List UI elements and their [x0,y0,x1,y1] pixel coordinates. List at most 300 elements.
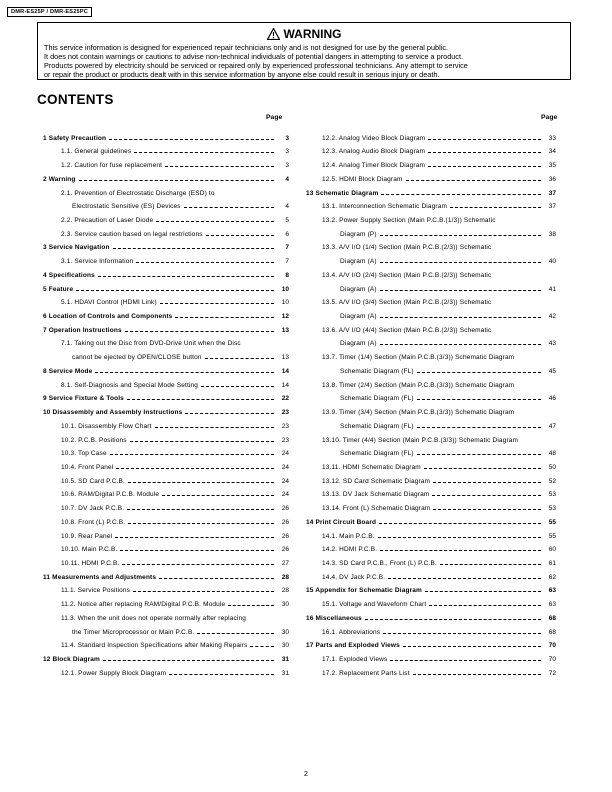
toc-entry[interactable] [322,142,556,156]
toc-entry-title: 11.4. Standard Inspection Specifications after Making Repairs [61,642,248,650]
toc-entry-title: 10.3. Top Case [61,450,107,458]
toc-entry-title: Diagram (A) [340,285,377,293]
toc-entry[interactable] [61,636,289,650]
toc-entry[interactable] [322,197,556,211]
toc-dot-leader [103,660,274,661]
toc-entry[interactable] [322,265,556,279]
toc-dot-leader [413,674,541,675]
page-number: 2 [304,771,308,778]
toc-entry[interactable] [340,251,556,265]
toc-entry[interactable] [61,142,289,156]
toc-entry[interactable] [322,526,556,540]
toc-dot-leader [228,605,274,606]
toc-dot-leader [379,523,541,524]
toc-entry-title: 14.1. Main P.C.B. [322,532,375,540]
toc-entry[interactable] [322,471,556,485]
toc-dot-leader [205,358,274,359]
warning-line: This service information is designed for experienced repair technicians only and is not designed for use by the general public. [44,43,448,52]
toc-dot-leader [127,399,274,400]
toc-entry-title: Diagram (A) [340,340,377,348]
toc-entry[interactable] [61,210,289,224]
toc-entry[interactable] [43,169,289,183]
toc-dot-leader [113,248,274,249]
toc-entry[interactable] [322,622,556,636]
toc-entry-title: 14.3. SD Card P.C.B., Front (L) P.C.B. [322,560,437,567]
toc-entry-page: 34 [548,148,556,156]
toc-dot-leader [406,180,541,181]
toc-entry-page: 37 [548,203,556,211]
toc-entry-title: Diagram (A) [340,258,377,266]
toc-entry[interactable] [340,361,556,375]
toc-entry-title: 13.2. Power Supply Section (Main P.C.B.(1/3)) Schematic [322,217,496,224]
contents-title: CONTENTS [37,92,114,107]
toc-entry[interactable] [43,649,289,663]
toc-entry-title: 5 Feature [43,285,74,293]
toc-dot-leader [128,523,274,524]
toc-entry[interactable] [61,512,289,526]
toc-entry-page: 37 [548,189,556,197]
toc-entry[interactable] [322,540,556,554]
toc-entry[interactable] [43,361,289,375]
toc-entry-title: 11.3. When the unit does not operate normally after replacing [61,614,246,622]
toc-entry-page: 40 [548,258,556,266]
toc-entry-page: 4 [285,203,289,211]
toc-dot-leader [440,564,541,565]
toc-entry[interactable] [322,649,556,663]
toc-entry[interactable] [61,251,289,265]
toc-entry-title: 10.6. RAM/Digital P.C.B. Module [61,491,160,499]
toc-entry-page: 46 [548,395,556,403]
toc-entry-page: 3 [285,148,289,156]
toc-entry-title: 13.8. Timer (2/4) Section (Main P.C.B.(3/3)) Schematic Diagram [322,381,515,389]
toc-entry[interactable] [43,128,289,142]
toc-entry[interactable] [306,581,556,595]
toc-dot-leader [156,221,274,222]
toc-entry[interactable] [61,293,289,307]
toc-entry[interactable] [61,553,289,567]
toc-entry-title: 10.2. P.C.B. Positions [61,436,127,444]
toc-dot-leader [390,660,541,661]
toc-dot-leader [95,372,274,373]
page-column-header-right: Page [541,114,558,121]
warning-triangle-icon [267,28,280,40]
toc-entry-title: 10.11. HDMI P.C.B. [61,560,120,567]
toc-dot-leader [380,290,541,291]
toc-entry[interactable] [61,375,289,389]
toc-entry-title: 2.3. Service caution based on legal restrictions [61,230,203,238]
toc-dot-leader [250,646,274,647]
toc-entry[interactable] [322,485,556,499]
toc-dot-leader [133,591,274,592]
toc-entry-page: 22 [281,395,289,403]
toc-entry[interactable] [43,389,289,403]
toc-dot-leader [165,166,274,167]
toc-entry-title: 13.3. A/V I/O (1/4) Section (Main P.C.B.(2/3)) Schematic [322,244,492,252]
toc-entry[interactable] [61,457,289,471]
toc-dot-leader [388,578,541,579]
toc-dot-leader [125,331,274,332]
toc-entry-page: 42 [548,313,556,321]
toc-dot-leader [159,578,274,579]
toc-entry[interactable] [43,567,289,581]
toc-dot-leader [433,482,541,483]
toc-entry[interactable] [322,457,556,471]
toc-entry-title: 16.1. Abbreviations [322,628,381,636]
toc-entry-page: 53 [548,505,556,513]
toc-entry-title: 13.10. Timer (4/4) Section (Main P.C.B.(3/3)) Schematic Diagram [322,436,519,444]
toc-entry-page: 70 [548,656,556,664]
toc-entry-title: 1.2. Caution for fuse replacement [61,162,163,170]
toc-entry-title: 16 Miscellaneous [306,614,362,622]
toc-dot-leader [185,413,274,414]
toc-entry[interactable] [322,320,556,334]
toc-dot-leader [417,427,541,428]
toc-dot-leader [365,619,541,620]
toc-entry-page: 12 [281,313,289,321]
toc-entry-page: 13 [281,354,289,362]
toc-dot-leader [417,454,541,455]
toc-dot-leader [184,207,274,208]
toc-dot-leader [381,194,541,195]
toc-entry[interactable] [306,636,556,650]
toc-entry-page: 45 [548,367,556,375]
toc-dot-leader [127,509,274,510]
toc-entry-page: 26 [281,518,289,526]
toc-entry-page: 30 [281,642,289,650]
toc-entry-page: 38 [548,230,556,238]
toc-dot-leader [428,139,541,140]
toc-entry-page: 30 [281,601,289,609]
warning-heading [38,27,570,41]
toc-entry[interactable] [340,416,556,430]
toc-entry[interactable] [322,430,556,444]
toc-entry-title: 14.2. HDMI P.C.B. [322,546,378,554]
toc-entry-title: 10.8. Front (L) P.C.B. [61,518,126,526]
toc-entry-title: Schematic Diagram (FL) [340,395,414,403]
toc-dot-leader [175,317,274,318]
toc-entry-title: 10.5. SD Card P.C.B. [61,477,125,485]
toc-entry-title: 13 Schematic Diagram [306,189,379,197]
toc-entry-page: 10 [281,299,289,307]
toc-dot-leader [206,235,274,236]
toc-entry[interactable] [61,540,289,554]
toc-entry[interactable] [322,375,556,389]
toc-entry[interactable] [43,320,289,334]
toc-entry-title: 4 Specifications [43,271,95,279]
toc-entry-title: 11.1. Service Positions [61,587,131,595]
toc-entry-title: 7.1. Taking out the Disc from DVD-Drive Unit when the Disc [61,340,241,348]
toc-dot-leader [403,646,541,647]
toc-entry-title: 9 Service Fixture & Tools [43,395,124,403]
toc-dot-leader [98,276,274,277]
toc-entry[interactable] [61,663,289,677]
toc-entry-page: 10 [281,285,289,293]
toc-dot-leader [380,235,541,236]
toc-entry-title: 17.1. Exploded Views [322,656,388,664]
toc-entry-page: 30 [281,628,289,636]
toc-entry[interactable] [43,265,289,279]
toc-entry-title: 6 Location of Controls and Components [43,313,173,321]
toc-entry-page: 50 [548,463,556,471]
toc-entry-title: 11.2. Notice after replacing RAM/Digital P.C.B. Module [61,601,226,609]
toc-entry-page: 43 [548,340,556,348]
toc-entry-page: 7 [285,244,289,252]
toc-entry[interactable] [340,444,556,458]
toc-entry-title: Diagram (P) [340,230,377,238]
toc-dot-leader [134,152,274,153]
toc-dot-leader [424,468,541,469]
toc-entry[interactable] [306,512,556,526]
toc-entry-title: 1.1. General guidelines [61,148,132,156]
toc-entry-title: 10 Disassembly and Assembly Instructions [43,409,183,417]
toc-entry-page: 68 [548,628,556,636]
toc-dot-leader [380,344,541,345]
toc-entry-title: Schematic Diagram (FL) [340,367,414,375]
toc-entry[interactable] [322,594,556,608]
toc-dot-leader [76,290,274,291]
toc-entry-page: 24 [281,450,289,458]
toc-entry[interactable] [306,183,556,197]
toc-entry-page: 27 [281,560,289,567]
toc-entry-title: 13.14. Front (L) Schematic Diagram [322,505,431,513]
toc-entry[interactable] [340,389,556,403]
toc-entry-page: 26 [281,532,289,540]
toc-entry[interactable] [61,334,289,348]
toc-entry-page: 3 [285,162,289,170]
toc-entry[interactable] [322,567,556,581]
toc-entry[interactable] [322,128,556,142]
toc-dot-leader [450,207,541,208]
toc-entry[interactable] [43,238,289,252]
toc-entry-title: 13.11. HDMI Schematic Diagram [322,463,421,471]
toc-entry-page: 53 [548,491,556,499]
toc-entry-title: the Timer Microprocessor or Main P.C.B. [72,628,195,636]
toc-entry-title: 12.2. Analog Video Block Diagram [322,134,426,142]
warning-line: or repair the product or products dealt with in this service information by anyone else could result in serious injury or death. [44,70,440,79]
toc-entry-title: Diagram (A) [340,313,377,321]
toc-entry-title: 10.1. Disassembly Flow Chart [61,422,152,430]
toc-entry-title: 5.1. HDAVI Control (HDMI Link) [61,299,157,307]
toc-entry-page: 31 [281,669,289,677]
toc-entry-page: 55 [548,518,556,526]
toc-entry-page: 60 [548,546,556,554]
toc-dot-leader [380,317,541,318]
toc-entry[interactable] [340,279,556,293]
toc-entry[interactable] [43,279,289,293]
toc-entry-page: 5 [285,217,289,224]
toc-dot-leader [120,550,274,551]
toc-entry-page: 14 [281,367,289,375]
toc-entry-title: 12.4. Analog Timer Block Diagram [322,162,426,170]
toc-entry[interactable] [322,663,556,677]
toc-dot-leader [128,482,274,483]
toc-entry-page: 68 [548,614,556,622]
toc-entry-page: 4 [285,175,289,183]
toc-entry-title: 12.5. HDMI Block Diagram [322,175,403,183]
toc-dot-leader [433,509,541,510]
toc-entry[interactable] [61,608,289,622]
toc-entry-title: 12.1. Power Supply Block Diagram [61,669,167,677]
toc-entry[interactable] [72,622,289,636]
toc-dot-leader [380,262,541,263]
toc-dot-leader [428,152,541,153]
toc-dot-leader [428,166,541,167]
toc-entry[interactable] [61,498,289,512]
toc-dot-leader [425,591,541,592]
toc-dot-leader [110,454,274,455]
toc-entry-title: 13.5. A/V I/O (3/4) Section (Main P.C.B.(2/3)) Schematic [322,299,492,307]
toc-entry-page: 62 [548,573,556,581]
toc-entry-page: 14 [281,381,289,389]
toc-dot-leader [136,262,274,263]
toc-entry-title: Schematic Diagram (FL) [340,422,414,430]
toc-dot-leader [432,495,541,496]
toc-entry-title: 2.1. Prevention of Electrostatic Discharge (ESD) to [61,189,215,197]
toc-entry-title: 12 Block Diagram [43,656,100,664]
toc-entry-title: 10.7. DV Jack P.C.B. [61,505,125,513]
toc-dot-leader [160,303,274,304]
toc-entry[interactable] [322,238,556,252]
toc-dot-leader [130,441,274,442]
toc-entry-title: 14 Print Circuit Board [306,518,377,526]
toc-entry-page: 48 [548,450,556,458]
toc-entry[interactable] [72,197,289,211]
toc-entry-page: 3 [285,134,289,142]
toc-entry-title: 13.4. A/V I/O (2/4) Section (Main P.C.B.(2/3)) Schematic [322,271,492,279]
toc-entry-page: 61 [548,560,556,567]
toc-entry[interactable] [322,210,556,224]
toc-entry-page: 23 [281,409,289,417]
toc-entry[interactable] [322,553,556,567]
toc-entry-page: 26 [281,505,289,513]
toc-entry[interactable] [322,155,556,169]
toc-entry-page: 35 [548,162,556,170]
toc-dot-leader [429,605,541,606]
toc-entry-title: 8 Service Mode [43,367,93,375]
warning-line: Products powered by electricity should be serviced or repaired only by experienced professional technicians. Any attempt to service [44,61,468,70]
toc-entry-title: 10.10. Main P.C.B. [61,546,118,554]
toc-entry-page: 36 [548,175,556,183]
toc-dot-leader [383,633,541,634]
toc-entry-title: Electrostatic Sensitive (ES) Devices [72,203,181,211]
toc-entry-page: 55 [548,532,556,540]
toc-entry[interactable] [61,183,289,197]
toc-dot-leader [417,372,541,373]
toc-entry[interactable] [61,430,289,444]
toc-entry-page: 6 [285,230,289,238]
toc-entry-page: 26 [281,546,289,554]
toc-entry-title: 11 Measurements and Adjustments [43,573,157,581]
toc-entry[interactable] [43,402,289,416]
toc-entry-page: 7 [285,258,289,266]
toc-entry-title: 14.4. DV Jack P.C.B. [322,573,386,581]
toc-entry-title: Schematic Diagram (FL) [340,450,414,458]
warning-box [37,22,571,80]
toc-dot-leader [380,550,541,551]
toc-entry-title: 15 Appendix for Schematic Diagram [306,587,422,595]
toc-entry-title: 12.3. Analog Audio Block Diagram [322,148,426,156]
toc-entry[interactable] [340,306,556,320]
toc-entry[interactable] [61,444,289,458]
toc-entry-page: 13 [281,326,289,334]
document-model-tag: DMR-ES25P / DMR-ES25PC [7,7,92,17]
toc-entry[interactable] [322,498,556,512]
toc-entry-page: 31 [281,656,289,664]
toc-entry-page: 24 [281,477,289,485]
toc-entry[interactable] [340,224,556,238]
warning-title: WARNING [283,27,342,41]
toc-dot-leader [162,495,274,496]
toc-entry-title: 15.1. Voltage and Waveform Chart [322,601,427,609]
toc-entry[interactable] [322,169,556,183]
toc-entry-title: 3 Service Navigation [43,244,110,252]
toc-dot-leader [169,674,274,675]
toc-dot-leader [155,427,274,428]
toc-entry[interactable] [61,224,289,238]
toc-entry-title: 13.6. A/V I/O (4/4) Section (Main P.C.B.(2/3)) Schematic [322,326,492,334]
toc-dot-leader [197,633,274,634]
toc-entry-page: 23 [281,436,289,444]
toc-entry-page: 63 [548,601,556,609]
toc-entry-title: 17 Parts and Exploded Views [306,642,400,650]
toc-entry-title: 10.9. Rear Panel [61,532,113,540]
toc-entry[interactable] [61,526,289,540]
toc-entry[interactable] [61,471,289,485]
toc-dot-leader [116,468,274,469]
toc-entry-title: 17.2. Replacement Parts List [322,669,410,677]
toc-entry-page: 41 [548,285,556,293]
toc-entry[interactable] [72,348,289,362]
toc-entry[interactable] [61,594,289,608]
toc-entry-title: 2 Warning [43,175,76,183]
toc-dot-leader [201,386,274,387]
toc-entry[interactable] [322,293,556,307]
toc-entry-title: 13.13. DV Jack Schematic Diagram [322,491,430,499]
toc-entry-title: 2.2. Precaution of Laser Diode [61,217,154,224]
toc-entry[interactable] [306,608,556,622]
toc-entry[interactable] [61,155,289,169]
toc-entry[interactable] [43,306,289,320]
toc-entry-title: 7 Operation Instructions [43,326,122,334]
toc-entry-page: 47 [548,422,556,430]
toc-entry-page: 24 [281,463,289,471]
toc-entry[interactable] [340,334,556,348]
toc-entry-title: 3.1. Service Information [61,258,134,266]
toc-entry-page: 72 [548,669,556,677]
toc-entry[interactable] [61,485,289,499]
toc-entry[interactable] [61,581,289,595]
toc-entry-page: 23 [281,422,289,430]
toc-entry-page: 52 [548,477,556,485]
toc-entry-title: 1 Safety Precaution [43,134,107,142]
toc-entry-page: 33 [548,134,556,142]
toc-entry-page: 28 [281,587,289,595]
toc-entry[interactable] [322,402,556,416]
toc-entry[interactable] [322,348,556,362]
toc-dot-leader [115,537,274,538]
toc-entry-title: 8.1. Self-Diagnosis and Special Mode Setting [61,381,199,389]
toc-entry-title: 13.7. Timer (1/4) Section (Main P.C.B.(3/3)) Schematic Diagram [322,354,515,362]
page-column-header-left: Page [266,114,283,121]
toc-entry[interactable] [61,416,289,430]
toc-entry-page: 63 [548,587,556,595]
toc-entry-title: 13.12. SD Card Schematic Diagram [322,477,431,485]
toc-dot-leader [417,399,541,400]
warning-line: It does not contain warnings or cautions to advise non-technical individuals of potential dangers in attempting to service a product. [44,52,464,61]
toc-entry-page: 28 [281,573,289,581]
toc-entry-title: 13.9. Timer (3/4) Section (Main P.C.B.(3/3)) Schematic Diagram [322,409,515,417]
toc-dot-leader [122,564,274,565]
